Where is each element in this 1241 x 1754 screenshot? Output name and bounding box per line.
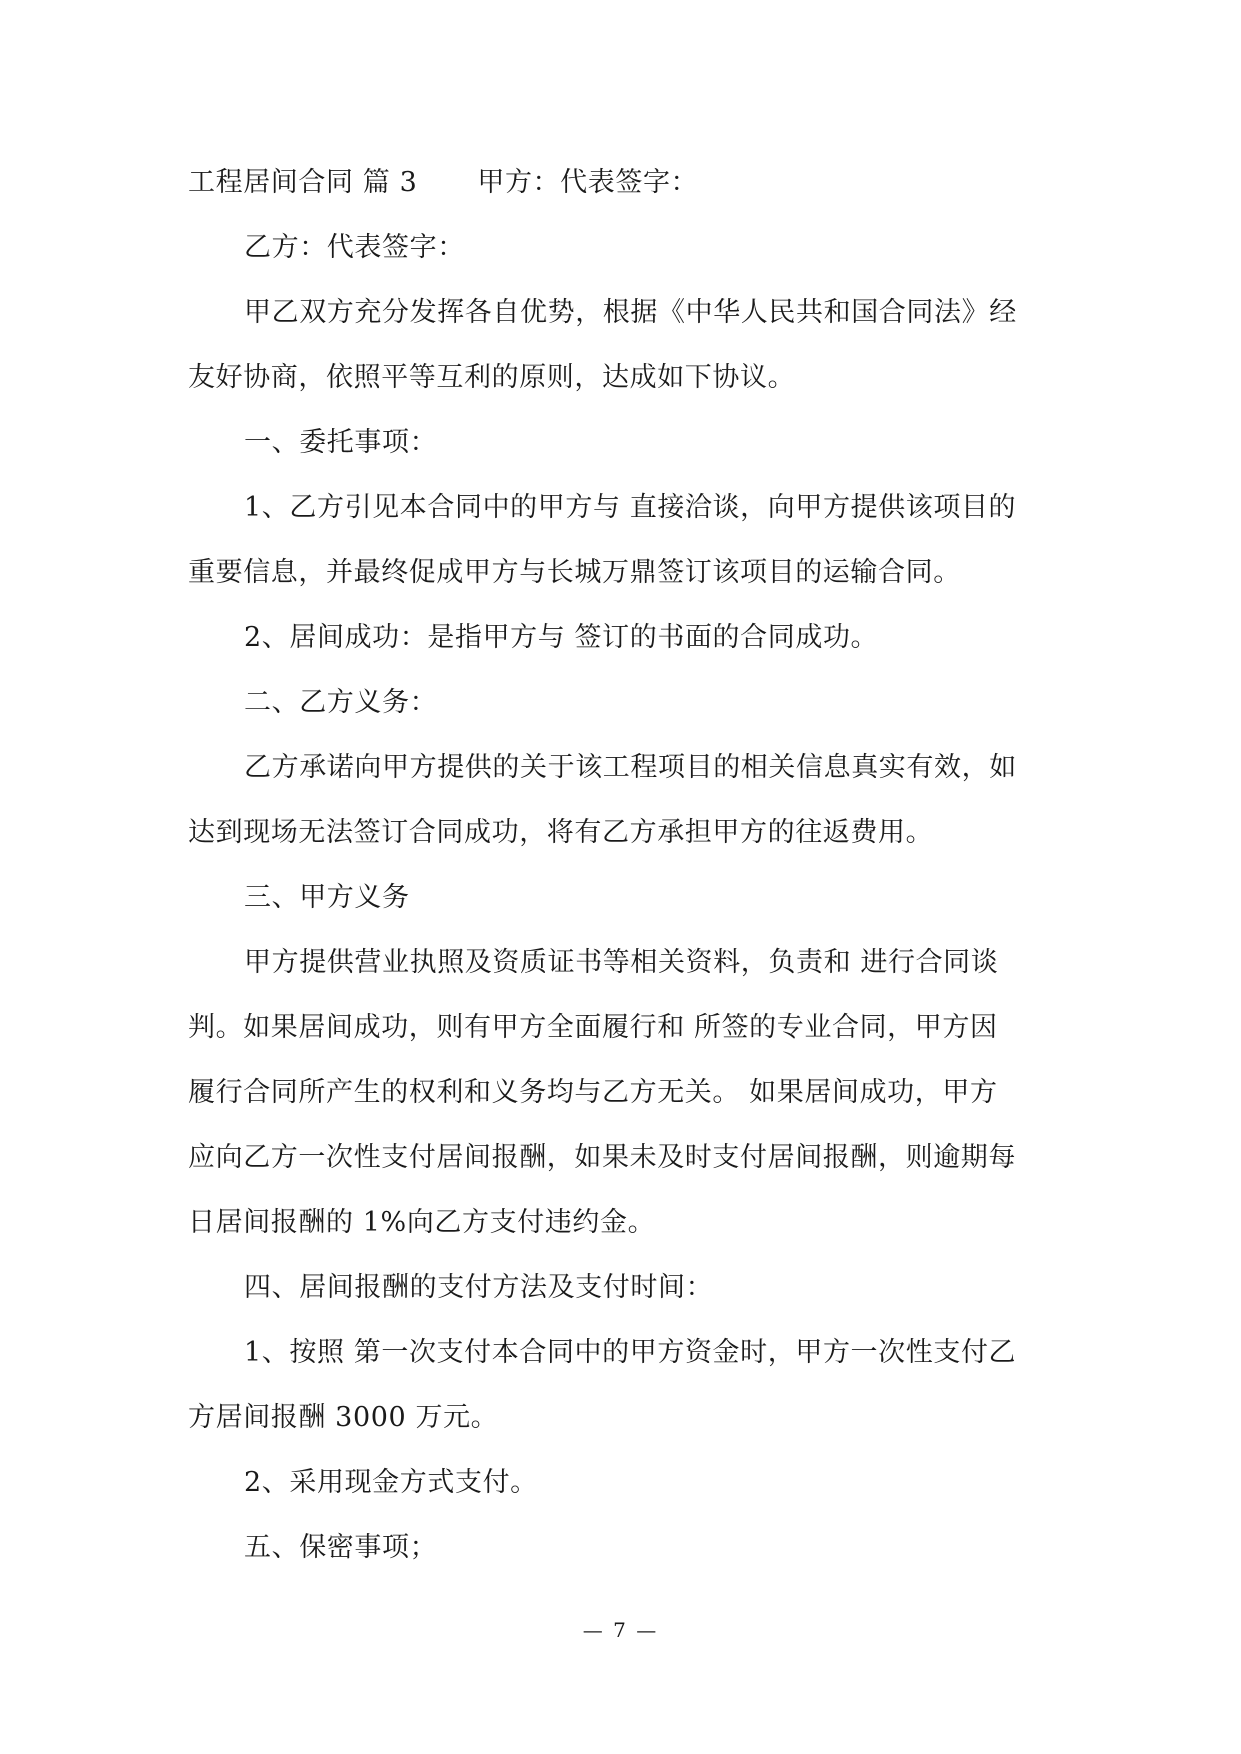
paragraph-line: 1、乙方引见本合同中的甲方与 直接洽谈，向甲方提供该项目的 bbox=[244, 492, 1017, 523]
paragraph-line: 甲方提供营业执照及资质证书等相关资料，负责和 进行合同谈 bbox=[244, 947, 999, 978]
paragraph-line: 乙方：代表签字： bbox=[244, 232, 465, 263]
paragraph-line: 应向乙方一次性支付居间报酬，如果未及时支付居间报酬，则逾期每 bbox=[188, 1142, 1016, 1173]
paragraph-line: 方居间报酬 3000 万元。 bbox=[188, 1402, 499, 1433]
paragraph-line: 重要信息，并最终促成甲方与长城万鼎签订该项目的运输合同。 bbox=[188, 557, 961, 588]
paragraph-line: 2、居间成功：是指甲方与 签订的书面的合同成功。 bbox=[244, 622, 879, 653]
paragraph-line: 乙方承诺向甲方提供的关于该工程项目的相关信息真实有效，如 bbox=[244, 752, 1017, 783]
section-heading: 四、居间报酬的支付方法及支付时间： bbox=[244, 1272, 714, 1303]
party-a-signature-label: 甲方：代表签字： bbox=[477, 167, 699, 198]
paragraph-line: 日居间报酬的 1%向乙方支付违约金。 bbox=[188, 1207, 656, 1238]
paragraph-line: 甲乙双方充分发挥各自优势，根据《中华人民共和国合同法》经 bbox=[244, 297, 1017, 328]
page-number: — 7 — bbox=[582, 1618, 659, 1642]
document-body bbox=[188, 150, 1058, 1580]
paragraph-line: 判。如果居间成功，则有甲方全面履行和 所签的专业合同，甲方因 bbox=[188, 1012, 998, 1043]
paragraph-line: 1、按照 第一次支付本合同中的甲方资金时，甲方一次性支付乙 bbox=[244, 1337, 1017, 1368]
section-heading: 二、乙方义务： bbox=[244, 687, 438, 718]
section-heading: 三、甲方义务 bbox=[244, 882, 410, 913]
title-line bbox=[188, 150, 1058, 215]
section-heading: 五、保密事项； bbox=[244, 1532, 438, 1563]
contract-title: 工程居间合同 篇 3 bbox=[188, 167, 418, 198]
paragraph-line: 友好协商，依照平等互利的原则，达成如下协议。 bbox=[188, 362, 796, 393]
paragraph-line: 履行合同所产生的权利和义务均与乙方无关。 如果居间成功，甲方 bbox=[188, 1077, 998, 1108]
section-heading: 一、委托事项： bbox=[244, 427, 438, 458]
paragraph-line: 2、采用现金方式支付。 bbox=[244, 1467, 538, 1498]
paragraph-line: 达到现场无法签订合同成功，将有乙方承担甲方的往返费用。 bbox=[188, 817, 934, 848]
